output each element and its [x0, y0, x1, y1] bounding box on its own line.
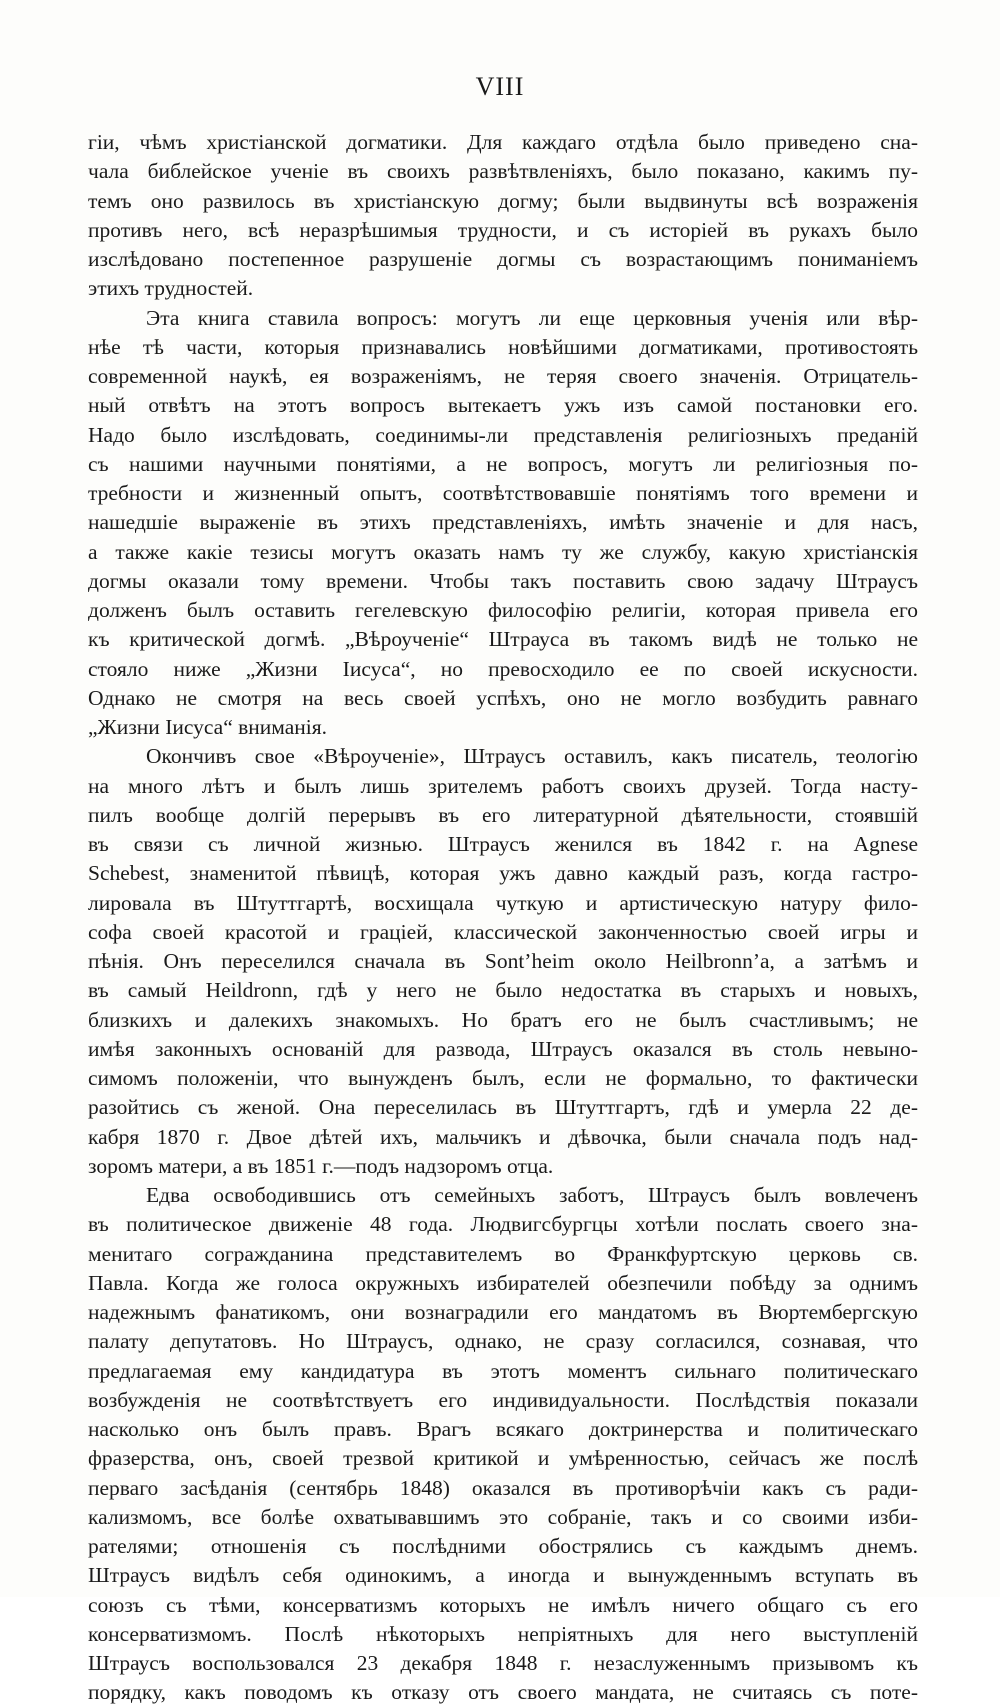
text-line: современной наукѣ, ея возраженіямъ, не теряя своего значенія. Отрицатель-: [88, 364, 918, 388]
text-line: Schebest, знаменитой пѣвицѣ, которая ужъ давно каждый разъ, когда гастро-: [88, 861, 918, 886]
text-line: къ критической догмѣ. „Вѣроученіе“ Штрауса въ такомъ видѣ не только не: [88, 627, 918, 652]
text-line: предлагаемая ему кандидатура въ этотъ моментъ сильнаго политическаго: [88, 1358, 918, 1383]
text-line: пѣнія. Онъ переселился сначала въ Sont’heim около Heilbronn’а, а затѣмъ и: [88, 949, 918, 973]
text-line: разойтись съ женой. Она переселилась въ Штуттгартъ, гдѣ и умерла 22 де-: [88, 1095, 918, 1120]
text-line: на много лѣтъ и былъ лишь зрителемъ работъ своихъ друзей. Тогда насту-: [88, 773, 918, 798]
text-line: консерватизмомъ. Послѣ нѣкоторыхъ непріятныхъ для него выступленій: [88, 1621, 918, 1646]
text-line: долженъ былъ оставить гегелевскую философію религіи, которая привела его: [88, 598, 918, 622]
text-line: союзъ съ тѣми, консерватизмъ которыхъ не имѣлъ ничего общаго съ его: [88, 1592, 918, 1617]
text-line: Эта книга ставила вопросъ: могутъ ли еще церковныя ученія или вѣр-: [146, 305, 918, 330]
text-line: съ нашими научными понятіями, а не вопросъ, могутъ ли религіозныя по-: [88, 451, 918, 476]
text-line: „Жизни Іисуса“ вниманія.: [88, 715, 328, 739]
text-line: Штраусъ воспользовался 23 декабря 1848 г. незаслуженнымъ призывомъ къ: [88, 1651, 918, 1675]
text-line: Едва освободившись отъ семейныхъ заботъ, Штраусъ былъ вовлеченъ: [146, 1183, 918, 1207]
text-line: въ политическое движеніе 48 года. Людвигсбургцы хотѣли послать своего зна-: [88, 1212, 918, 1237]
text-line: палату депутатовъ. Но Штраусъ, однако, не сразу согласился, сознавая, что: [88, 1329, 918, 1354]
text-line: менитаго согражданина представителемъ во Франкфуртскую церковь св.: [88, 1241, 918, 1266]
text-line: Однако не смотря на весь своей успѣхъ, оно не могло возбудить равнаго: [88, 685, 918, 710]
text-line: догмы оказали тому времени. Чтобы такъ поставить свою задачу Штраусъ: [88, 568, 918, 593]
text-line: гіи, чѣмъ христіанской догматики. Для каждаго отдѣла было приведено сна-: [88, 130, 918, 154]
body-text: [88, 128, 918, 1708]
text-line: нѣе тѣ части, которыя признавались новѣйшими догматиками, противостоять: [88, 334, 918, 359]
text-line: нашедшіе выраженіе въ этихъ представленіяхъ, имѣть значеніе и для насъ,: [88, 510, 918, 535]
text-line: перваго засѣданія (сентябрь 1848) оказался въ противорѣчіи какъ съ ради-: [88, 1475, 918, 1500]
text-line: рателями; отношенія съ послѣдними обострялись съ каждымъ днемъ.: [88, 1534, 918, 1558]
text-line: требности и жизненный опытъ, соотвѣтствовавшіе понятіямъ того времени и: [88, 481, 918, 505]
text-line: ный отвѣтъ на этотъ вопросъ вытекаетъ ужъ изъ самой постановки его.: [88, 393, 918, 418]
text-line: а также какіе тезисы могутъ оказать намъ ту же службу, какую христіанскія: [88, 539, 918, 564]
text-line: Штраусъ видѣлъ себя одинокимъ, а иногда и вынужденнымъ вступать въ: [88, 1563, 918, 1588]
text-line: симомъ положеніи, что вынужденъ былъ, если не формально, то фактически: [88, 1066, 918, 1090]
text-line: надежнымъ фанатикомъ, они вознаградили его мандатомъ въ Вюртембергскую: [88, 1300, 918, 1324]
text-line: возбужденія не соотвѣтствуетъ его индивидуальности. Послѣдствія показали: [88, 1387, 918, 1412]
text-line: кализмомъ, все болѣе охватывавшимъ это собраніе, такъ и со своими изби-: [88, 1504, 918, 1529]
page-number: VIII: [475, 72, 525, 101]
text-line: зоромъ матери, а въ 1851 г.—подъ надзоромъ отца.: [88, 1153, 554, 1178]
text-line: Окончивъ свое «Вѣроученіе», Штраусъ оставилъ, какъ писатель, теологію: [146, 744, 918, 769]
text-line: кабря 1870 г. Двое дѣтей ихъ, мальчикъ и дѣвочка, были сначала подъ над-: [88, 1124, 918, 1149]
text-line: пилъ вообще долгій перерывъ въ его литературной дѣятельности, стоявшій: [88, 802, 918, 827]
text-line: порядку, какъ поводомъ къ отказу отъ своего мандата, не считаясь съ поте-: [88, 1680, 918, 1705]
text-line: изслѣдовано постепенное разрушеніе догмы съ возрастающимъ пониманіемъ: [88, 247, 918, 271]
text-line: насколько онъ былъ правъ. Врагъ всякаго доктринерства и политическаго: [88, 1417, 918, 1441]
text-line: въ самый Heildronn, гдѣ у него не было недостатка въ старыхъ и новыхъ,: [88, 978, 918, 1003]
text-line: этихъ трудностей.: [88, 276, 254, 301]
text-line: близкихъ и далекихъ знакомыхъ. Но братъ его не былъ счастливымъ; не: [88, 1007, 918, 1032]
text-line: фразерства, онъ, своей трезвой критикой и умѣренностью, сейчасъ же послѣ: [88, 1446, 918, 1471]
text-line: Павла. Когда же голоса окружныхъ избирателей обезпечили побѣду за однимъ: [88, 1270, 918, 1295]
text-line: лировала въ Штуттгартѣ, восхищала чуткую и артистическую натуру фило-: [88, 890, 918, 915]
text-line: имѣя законныхъ основаній для развода, Штраусъ оказался въ столь невыно-: [88, 1036, 918, 1061]
text-line: Надо было изслѣдовать, соединимы-ли представленія религіозныхъ преданій: [88, 422, 918, 447]
text-line: стояло ниже „Жизни Іисуса“, но превосходило ее по своей искусности.: [88, 656, 918, 681]
text-line: противъ него, всѣ неразрѣшимыя трудности, и съ исторіей въ рукахъ было: [88, 217, 918, 242]
text-line: въ связи съ личной жизнью. Штраусъ женился въ 1842 г. на Agnese: [88, 832, 918, 856]
text-line: темъ оно развилось въ христіанскую догму; были выдвинуты всѣ возраженія: [88, 188, 918, 213]
text-line: чала библейское ученіе въ своихъ развѣтвленіяхъ, было показано, какимъ пу-: [88, 159, 918, 184]
text-line: софа своей красотой и граціей, классической законченностью своей игры и: [88, 919, 918, 944]
